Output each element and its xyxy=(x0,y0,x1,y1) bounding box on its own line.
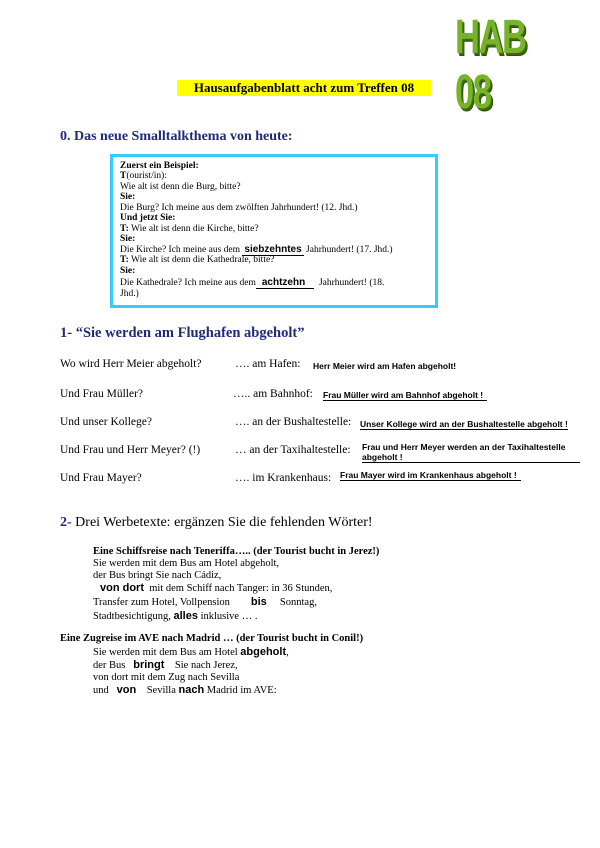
answer-row-1[interactable]: Herr Meier wird am Hafen abgeholt! xyxy=(313,361,457,371)
answer-1: Die Burg? Ich meine aus dem zwölften Jahrhundert! (12. Jhd.) xyxy=(120,203,358,213)
answer-row-4-cont[interactable]: abgeholt ! xyxy=(362,452,580,463)
text1-fill-von-dort[interactable]: von dort xyxy=(100,582,144,594)
smalltalk-box xyxy=(110,154,438,308)
location-5: …. im Krankenhaus: xyxy=(235,472,332,484)
answer-2: Die Kirche? Ich meine aus dem siebzehntes Jahrhundert! (17. Jhd.) xyxy=(120,244,393,255)
example-label: Zuerst ein Beispiel: xyxy=(120,161,199,171)
question-row-4: Und Frau und Herr Meyer? (!) xyxy=(60,444,201,456)
answer-row-2-text[interactable]: Frau Müller wird am Bahnhof abgeholt ! xyxy=(323,390,487,401)
section-2-heading: 2- Drei Werbetexte: ergänzen Sie die fehlenden Wörter! xyxy=(60,515,373,530)
text1-line3: von dort mit dem Schiff nach Tanger: in 36 Stunden, xyxy=(100,582,333,594)
question-2: T: Wie alt ist denn die Kirche, bitte? xyxy=(120,224,259,234)
now-you-label: Und jetzt Sie: xyxy=(120,213,176,223)
tourist-label: T(ourist/in): xyxy=(120,171,167,181)
location-3: …. an der Bushaltestelle: xyxy=(235,416,352,428)
page-title: Hausaufgabenblatt acht zum Treffen 08 xyxy=(177,80,431,96)
question-1: Wie alt ist denn die Burg, bitte? xyxy=(120,182,241,192)
text1-title: Eine Schiffsreise nach Teneriffa….. (der Tourist bucht in Jerez!) xyxy=(93,546,380,557)
question-3: T: Wie alt ist denn die Kathedrale, bitte? xyxy=(120,255,275,265)
text2-fill-abgeholt[interactable]: abgeholt xyxy=(240,646,287,658)
question-row-3: Und unser Kollege? xyxy=(60,416,152,428)
location-1: …. am Hafen: xyxy=(235,358,301,370)
answer-3: Die Kathedrale? Ich meine aus dem achtzehn Jahrhundert! (18. xyxy=(120,277,385,288)
text2-line1: Sie werden mit dem Bus am Hotel abgeholt, xyxy=(93,646,289,658)
text2-line3: von dort mit dem Zug nach Sevilla xyxy=(93,672,240,683)
text1-fill-bis[interactable]: bis xyxy=(250,596,267,608)
text2-line4: und von Sevilla nach Madrid im AVE: xyxy=(93,684,277,696)
location-4: … an der Taxihaltestelle: xyxy=(235,444,351,456)
hab-logo: HAB 08 xyxy=(455,11,526,119)
answer-3-fill[interactable]: achtzehn xyxy=(256,277,314,289)
sie-label-1: Sie: xyxy=(120,192,136,202)
text1-line4: Transfer zum Hotel, Vollpension bis Sonntag, xyxy=(93,596,317,608)
answer-2-fill[interactable]: siebzehntes xyxy=(244,244,302,255)
text1-line2: der Bus bringt Sie nach Cádiz, xyxy=(93,570,222,581)
question-row-1: Wo wird Herr Meier abgeholt? xyxy=(60,358,202,370)
text2-fill-von[interactable]: von xyxy=(116,684,137,696)
answer-row-3[interactable]: Unser Kollege wird an der Bushaltestelle abgeholt ! xyxy=(360,419,568,429)
question-row-2: Und Frau Müller? xyxy=(60,388,144,400)
section-1-heading: 1- “Sie werden am Flughafen abgeholt” xyxy=(60,325,305,341)
answer-3-end: Jhd.) xyxy=(120,289,139,299)
text2-line2: der Bus bringt Sie nach Jerez, xyxy=(93,659,238,671)
question-row-5: Und Frau Mayer? xyxy=(60,472,142,484)
text1-line5: Stadtbesichtigung, alles inklusive … . xyxy=(93,610,258,622)
text1-line1: Sie werden mit dem Bus am Hotel abgeholt, xyxy=(93,558,280,569)
text2-fill-nach[interactable]: nach xyxy=(178,684,205,696)
sie-label-2: Sie: xyxy=(120,234,136,244)
text2-fill-bringt[interactable]: bringt xyxy=(133,659,165,671)
location-2: ….. am Bahnhof: xyxy=(233,388,313,400)
answer-row-4[interactable]: Frau und Herr Meyer werden an der Taxihaltestelle xyxy=(362,442,566,452)
answer-row-5[interactable]: Frau Mayer wird im Krankenhaus abgeholt ! xyxy=(340,470,521,481)
text2-title: Eine Zugreise im AVE nach Madrid … (der Tourist bucht in Conil!) xyxy=(60,633,364,644)
text1-fill-alles[interactable]: alles xyxy=(173,610,198,622)
section-0-heading: 0. Das neue Smalltalkthema von heute: xyxy=(60,129,293,144)
sie-label-3: Sie: xyxy=(120,266,136,276)
